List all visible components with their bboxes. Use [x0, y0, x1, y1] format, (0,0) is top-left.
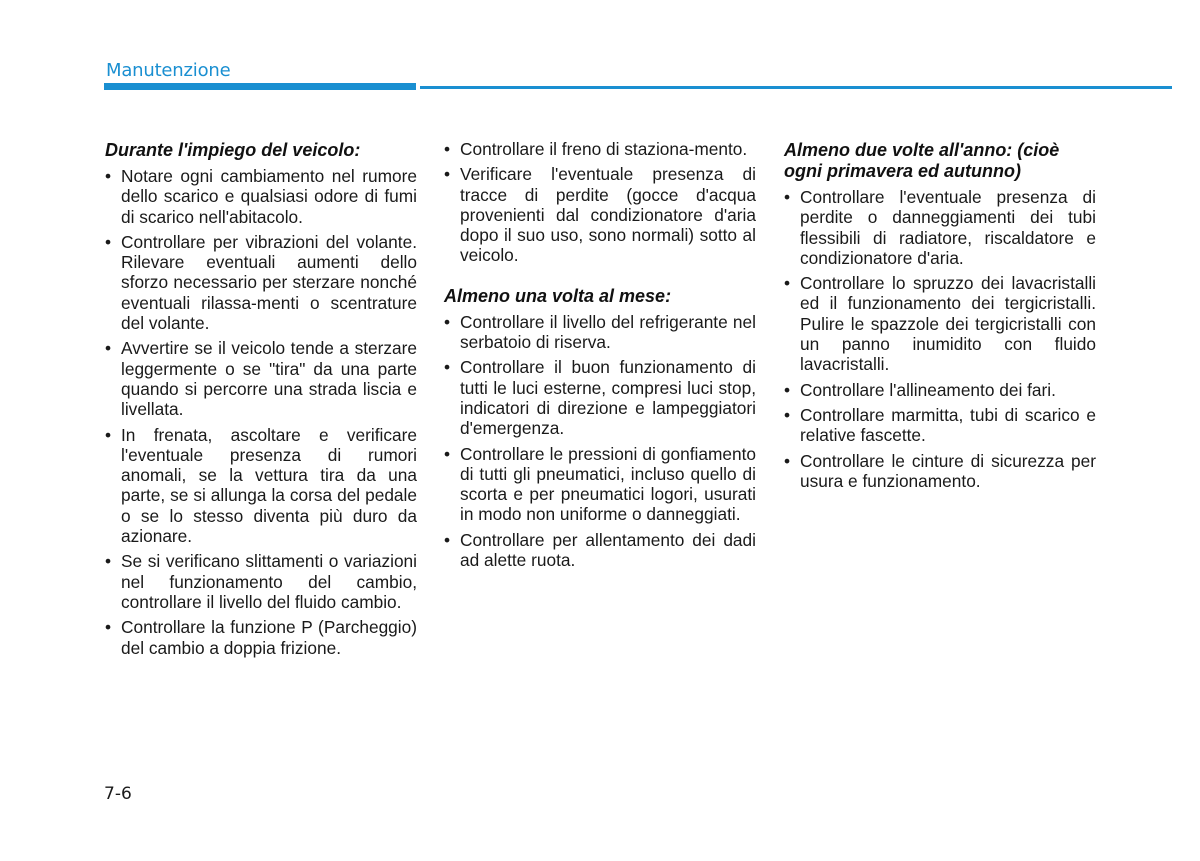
list-item: • Avvertire se il veicolo tende a sterzare leggermente o se "tira" da una parte quando si percorre una strada liscia e livellata.: [105, 338, 417, 419]
list-item: • Controllare marmitta, tubi di scarico e relative fascette.: [784, 405, 1096, 446]
column-middle: [444, 139, 756, 575]
list-item: • Controllare per allentamento dei dadi ad alette ruota.: [444, 530, 756, 571]
section-header-title: Manutenzione: [106, 60, 231, 81]
list-item: • Controllare il buon funzionamento di tutti le luci esterne, compresi luci stop, indicatori di direzione e lampeggiatori d'emergenza.: [444, 357, 756, 438]
list-item: • Controllare il livello del refrigerante nel serbatoio di riserva.: [444, 312, 756, 353]
column-right: [784, 140, 1096, 496]
list-item: • Controllare il freno di staziona-mento.: [444, 139, 756, 159]
bullet-list: [105, 166, 417, 658]
bullet-list: [444, 139, 756, 266]
section-title: Durante l'impiego del veicolo:: [105, 140, 361, 160]
list-item: • Controllare le pressioni di gonfiamento di tutti gli pneumatici, incluso quello di scorta e per pneumatici logori, usurati in modo non uniforme o danneggiati.: [444, 444, 756, 525]
list-item: • Controllare l'allineamento dei fari.: [784, 380, 1096, 400]
page-number: 7-6: [104, 784, 132, 804]
bullet-list: [444, 312, 756, 571]
list-item: • Controllare la funzione P (Parcheggio) del cambio a doppia frizione.: [105, 617, 417, 658]
column-left: [105, 140, 417, 663]
list-item: • Controllare lo spruzzo dei lavacristalli ed il funzionamento dei tergicristalli. Pulire le spazzole dei tergicristalli con un panno inumidito con fluido lavacristalli.: [784, 273, 1096, 374]
section-title: Almeno una volta al mese:: [444, 285, 672, 306]
list-item: • Controllare per vibrazioni del volante. Rilevare eventuali aumenti dello sforzo necessario per sterzare nonché eventuali rilassa-menti o scentrature del volante.: [105, 232, 417, 333]
list-item: • Se si verificano slittamenti o variazioni nel funzionamento del cambio, controllare il livello del fluido cambio.: [105, 551, 417, 612]
list-item: • In frenata, ascoltare e verificare l'eventuale presenza di rumori anomali, se la vettura tira da una parte, se si allunga la corsa del pedale o se lo stesso diventa più duro da azionare.: [105, 425, 417, 547]
list-item: • Controllare l'eventuale presenza di perdite o danneggiamenti dei tubi flessibili di radiatore, riscaldatore e condizionatore d'aria.: [784, 187, 1096, 268]
bullet-list: [784, 187, 1096, 491]
list-item: • Notare ogni cambiamento nel rumore dello scarico e qualsiasi odore di fumi di scarico nell'abitacolo.: [105, 166, 417, 227]
header-rule-thin: [420, 86, 1172, 89]
header-rule-thick: [104, 83, 416, 90]
list-item: • Controllare le cinture di sicurezza per usura e funzionamento.: [784, 451, 1096, 492]
section-title: Almeno due volte all'anno: (cioè ogni primavera ed autunno): [784, 140, 1060, 181]
list-item: • Verificare l'eventuale presenza di tracce di perdite (gocce d'acqua provenienti dal condizionatore d'aria dopo il suo uso, sono normali) sotto al veicolo.: [444, 164, 756, 265]
